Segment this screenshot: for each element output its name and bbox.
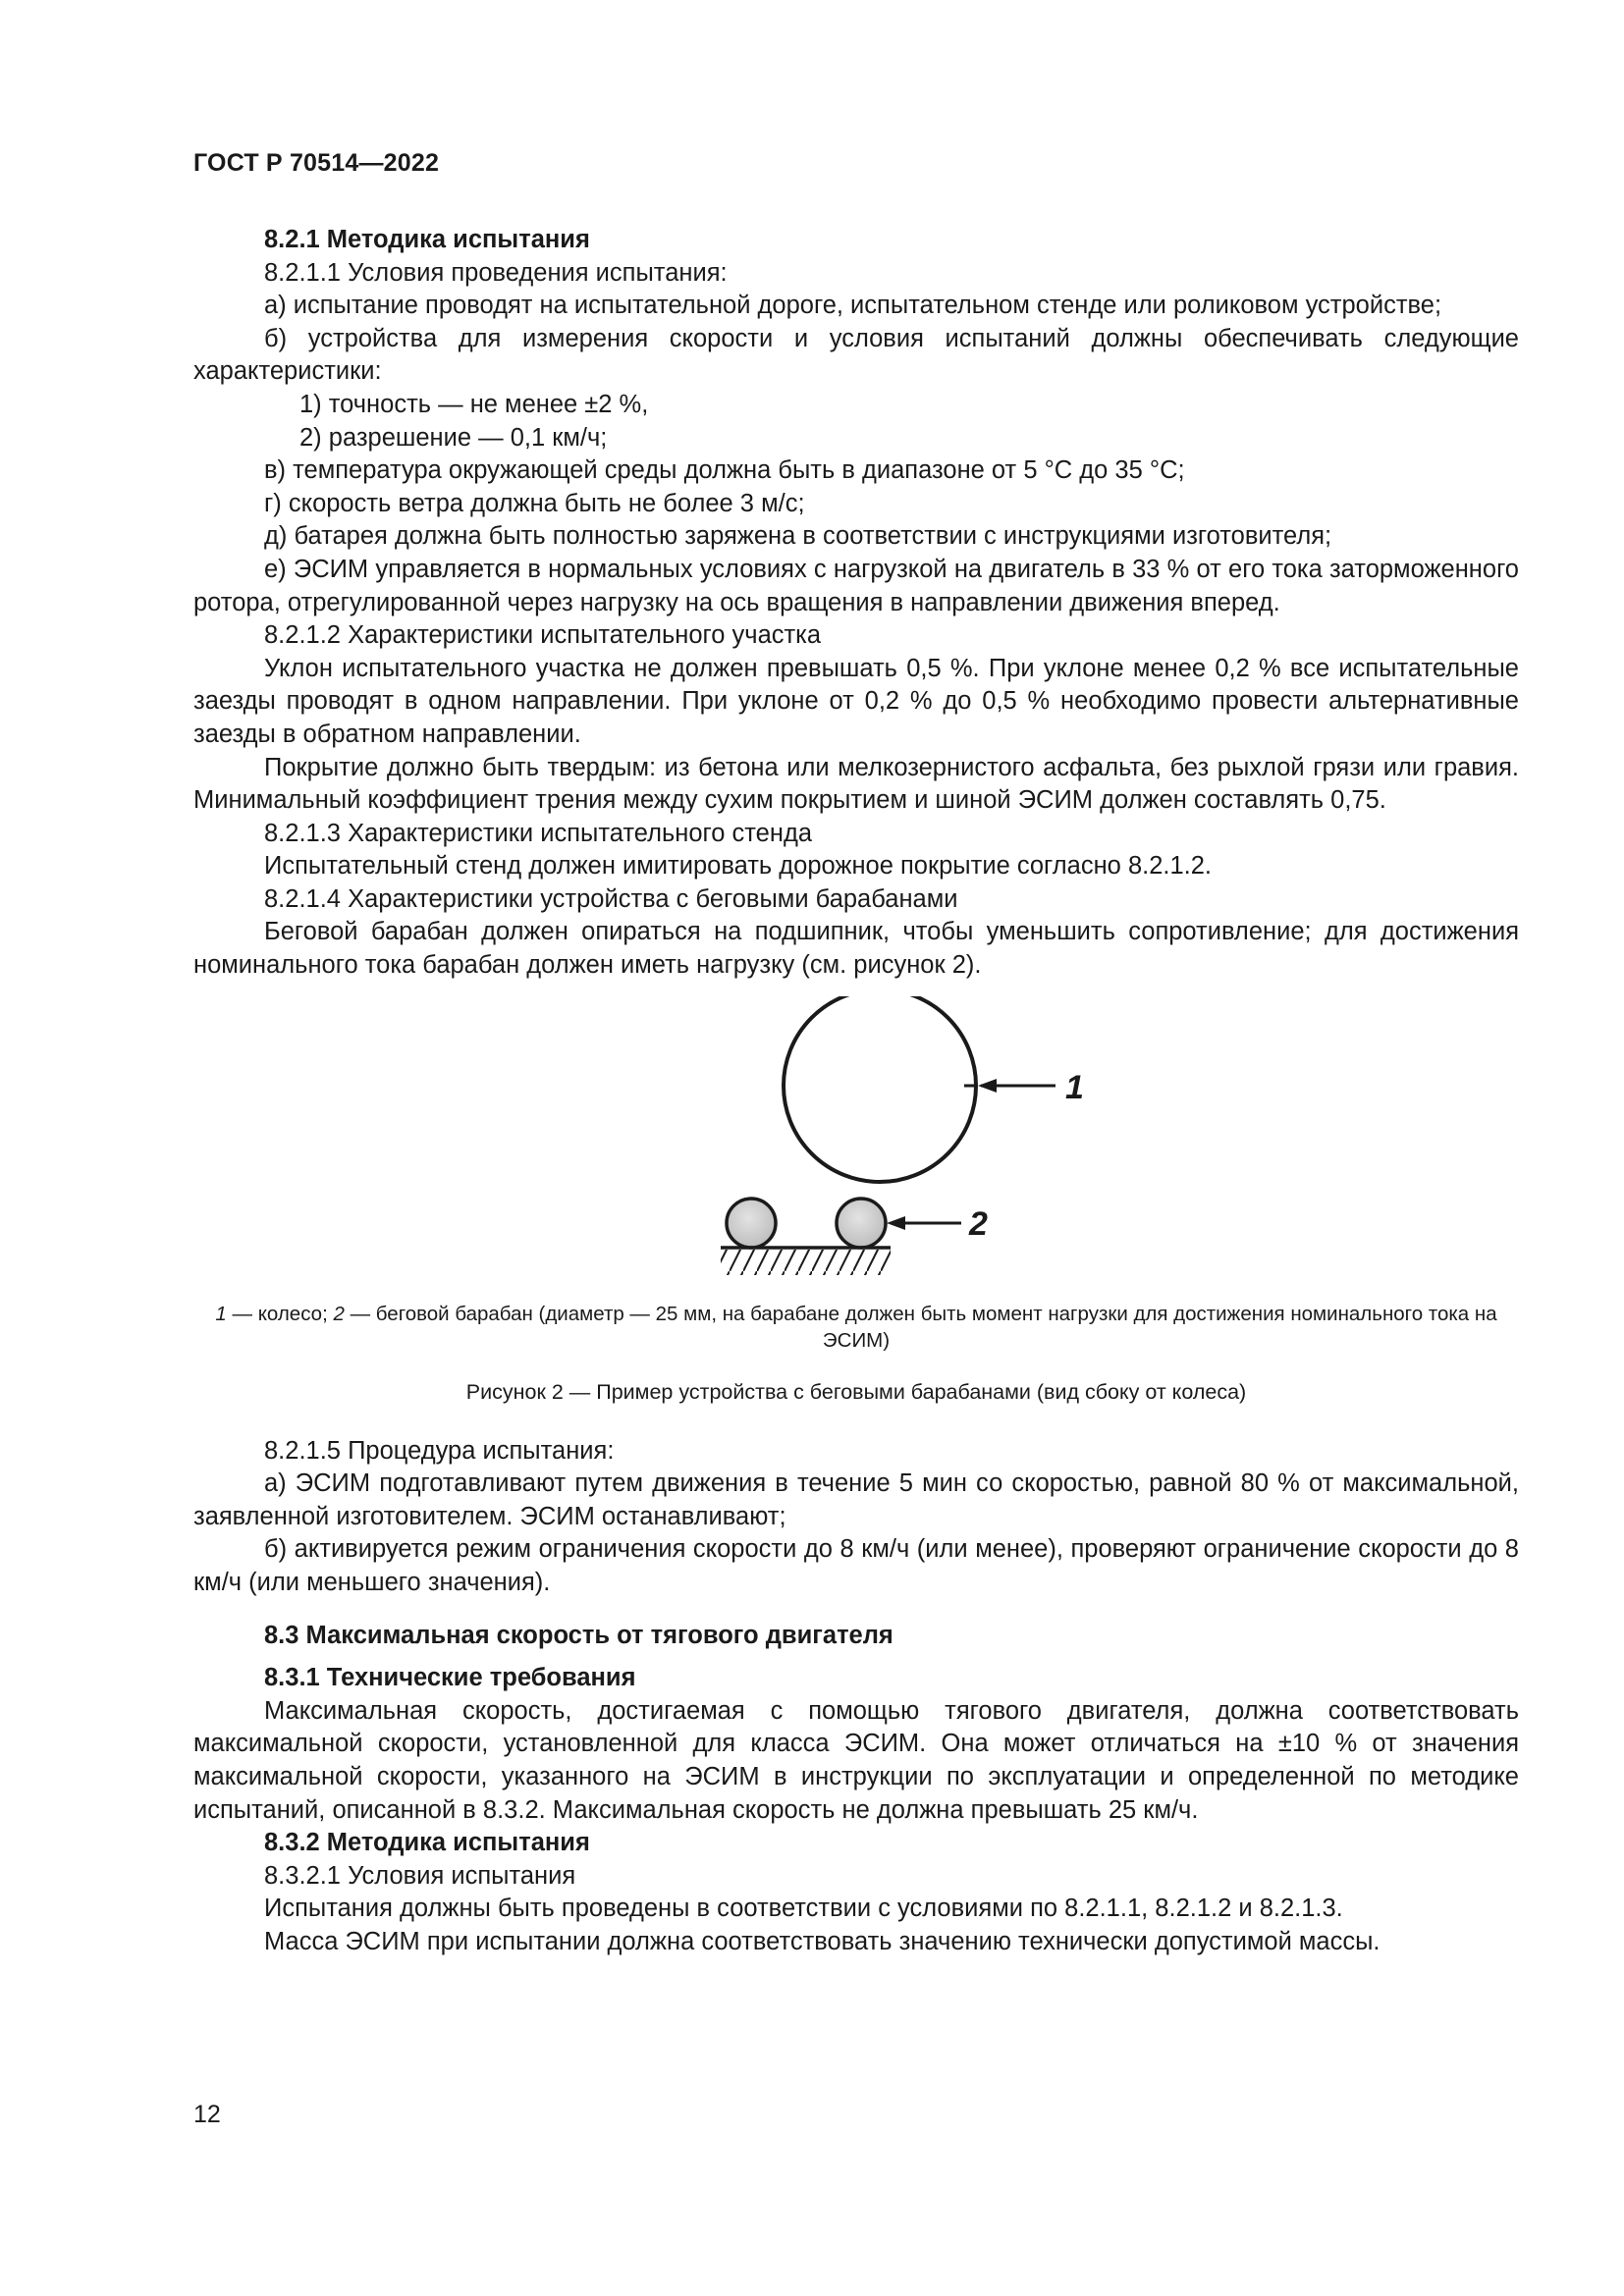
legend-key-2: 2 [333,1302,345,1325]
figure-legend [193,1301,1519,1354]
roller-left [727,1199,776,1248]
procedure-item-b: б) активируется режим ограничения скорости до 8 км/ч (или менее), проверяют ограничение скорости до 8 км/ч (или меньшего значения). [193,1535,1519,1597]
figure-caption: Рисунок 2 — Пример устройства с беговыми барабанами (вид сбоку от колеса) [465,1379,1247,1404]
clause-8-2-1-5: 8.2.1.5 Процедура испытания: [264,1436,615,1465]
figure-2 [193,996,1519,1301]
paragraph-slope: Уклон испытательного участка не должен превышать 0,5 %. При уклоне менее 0,2 % все испытательные заезды проводят в одном направлении. При уклоне от 0,2 % до 0,5 % необходимо провести альтернативные заезды в обратном направлении. [193,654,1519,748]
section-heading-8-3-2: 8.3.2 Методика испытания [264,1829,590,1857]
wheel-circle [784,996,976,1182]
ground-hatching [721,1250,891,1275]
list-subitem-2: 2) разрешение — 0,1 км/ч; [299,423,608,452]
list-item-a: а) испытание проводят на испытательной дороге, испытательном стенде или роликовом устройстве; [264,292,1442,320]
figure-2-diagram [193,996,1519,1301]
paragraph-mass: Масса ЭСИМ при испытании должна соответствовать значению технически допустимой массы. [264,1927,1380,1955]
paragraph-conditions: Испытания должны быть проведены в соответствии с условиями по 8.2.1.1, 8.2.1.2 и 8.2.1.3. [264,1895,1343,1923]
paragraph-requirements: Максимальная скорость, достигаемая с помощью тягового двигателя, должна соответствовать максимальной скорости, установленной для класса ЭСИМ. Она может отличаться на ±10 % от значения максимальной скорости, указанного на ЭСИМ в инструкции по эксплуатации и определенной по методике испытаний, описанной в 8.3.2. Максимальная скорость не должна превышать 25 км/ч. [193,1696,1519,1824]
legend-text-1: — колесо; [226,1302,334,1325]
clause-8-2-1-3: 8.2.1.3 Характеристики испытательного стенда [264,819,812,847]
clause-8-3-2-1: 8.3.2.1 Условия испытания [264,1861,576,1890]
list-item-b: б) устройства для измерения скорости и условия испытаний должны обеспечивать следующие характеристики: [193,324,1519,386]
arrow-head-2 [887,1216,905,1230]
clause-8-2-1-4: 8.2.1.4 Характеристики устройства с беговыми барабанами [264,884,958,913]
list-item-d: д) батарея должна быть полностью заряжена в соответствии с инструкциями изготовителя; [264,522,1332,551]
section-heading-8-3: 8.3 Максимальная скорость от тягового двигателя [264,1621,893,1649]
procedure-item-a: а) ЭСИМ подготавливают путем движения в течение 5 мин со скоростью, равной 80 % от максимальной, заявленной изготовителем. ЭСИМ останавливают; [193,1469,1519,1530]
list-item-v: в) температура окружающей среды должна быть в диапазоне от 5 °С до 35 °С; [264,456,1185,485]
paragraph-drum: Беговой барабан должен опираться на подшипник, чтобы уменьшить сопротивление; для достижения номинального тока барабан должен иметь нагрузку (см. рисунок 2). [193,918,1519,980]
paragraph-stand: Испытательный стенд должен имитировать дорожное покрытие согласно 8.2.1.2. [264,852,1213,881]
arrow-head-1 [978,1079,997,1093]
figure-label-1: 1 [1065,1068,1084,1106]
section-heading-8-2-1: 8.2.1 Методика испытания [264,226,590,253]
document-header: ГОСТ Р 70514—2022 [193,149,440,177]
legend-key-1: 1 [215,1302,227,1325]
clause-8-2-1-1: 8.2.1.1 Условия проведения испытания: [264,258,728,287]
legend-text-2: — беговой барабан (диаметр — 25 мм, на барабане должен быть момент нагрузки для достижения номинального тока на ЭСИМ) [344,1302,1497,1352]
page-number: 12 [193,2101,221,2128]
list-item-g: г) скорость ветра должна быть не более 3 м/с; [264,489,805,517]
document-body [193,224,1519,1959]
list-subitem-1: 1) точность — не менее ±2 %, [299,390,649,418]
paragraph-surface: Покрытие должно быть твердым: из бетона или мелкозернистого асфальта, без рыхлой грязи или гравия. Минимальный коэффициент трения между сухим покрытием и шиной ЭСИМ должен составлять 0,75. [193,753,1519,815]
roller-right [837,1199,886,1248]
list-item-e: е) ЭСИМ управляется в нормальных условиях с нагрузкой на двигатель в 33 % от его тока заторможенного ротора, отрегулированной через нагрузку на ось вращения в направлении движения вперед. [193,555,1519,616]
figure-label-2: 2 [969,1204,988,1243]
section-heading-8-3-1: 8.3.1 Технические требования [264,1664,636,1692]
clause-8-2-1-2: 8.2.1.2 Характеристики испытательного участка [264,621,822,650]
